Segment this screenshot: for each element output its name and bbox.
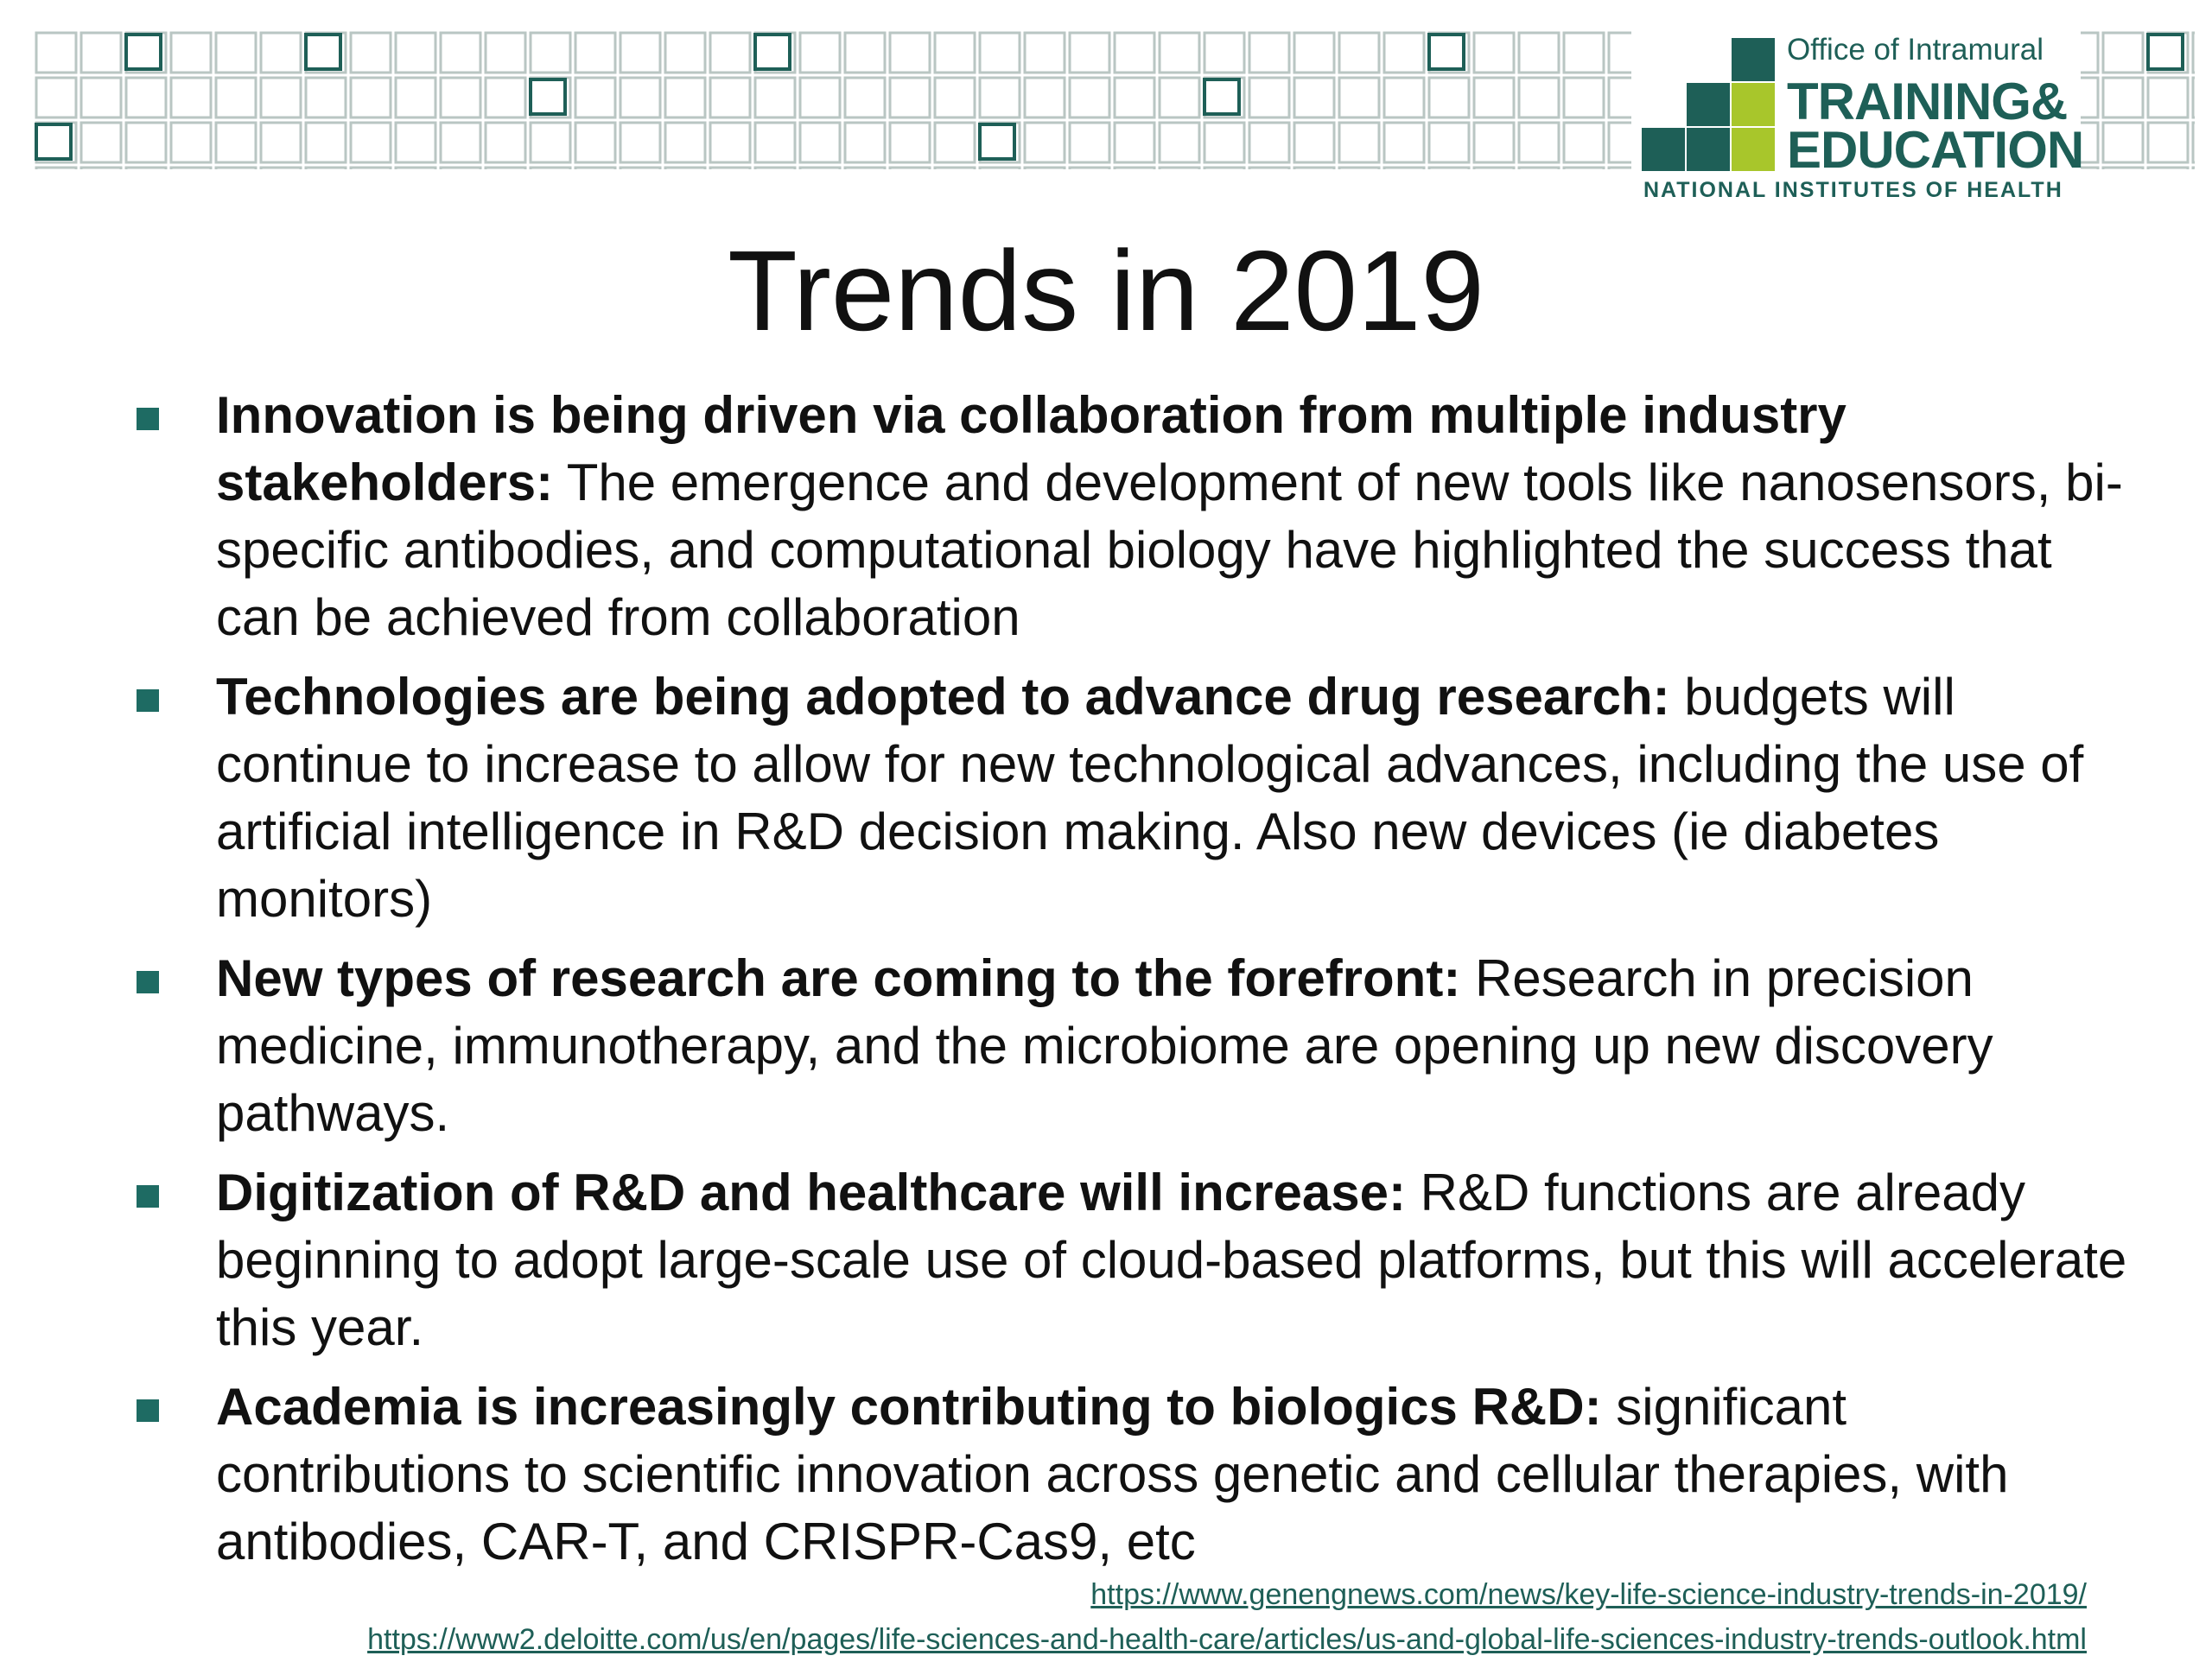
logo-education-text: EDUCATION xyxy=(1787,121,2084,179)
source-link-genengnews[interactable]: https://www.genengnews.com/news/key-life-science-industry-trends-in-2019/ xyxy=(1090,1578,2087,1611)
source-links xyxy=(367,1572,2087,1662)
logo-square xyxy=(1732,83,1775,126)
grid-accent-square xyxy=(35,123,73,161)
bullet-lead: Academia is increasingly contributing to biologics R&D: xyxy=(216,1378,1602,1436)
logo-training-text: TRAINING& xyxy=(1787,73,2068,130)
logo-square xyxy=(1687,128,1730,171)
square-bullet-icon xyxy=(137,971,159,993)
bullet-item xyxy=(216,663,2134,933)
bullet-list xyxy=(216,382,2134,1588)
bullet-lead: Technologies are being adopted to advance drug research: xyxy=(216,668,1670,726)
logo-square xyxy=(1732,128,1775,171)
square-bullet-icon xyxy=(137,408,159,430)
square-bullet-icon xyxy=(137,689,159,712)
logo-square xyxy=(1732,38,1775,81)
bullet-body: significant contributions to scientific innovation across genetic and cellular therapies, with antibodies, CAR-T, and CRISPR-Cas9, etc xyxy=(216,1378,2009,1570)
bullet-item xyxy=(216,945,2134,1147)
logo-square xyxy=(1642,128,1685,171)
bullet-lead: Digitization of R&D and healthcare will increase: xyxy=(216,1164,1406,1221)
bullet-body: R&D functions are already beginning to adopt large-scale use of cloud-based platforms, but this will accelerate this year. xyxy=(216,1164,2127,1356)
bullet-body: Research in precision medicine, immunotherapy, and the microbiome are opening up new discovery pathways. xyxy=(216,949,1993,1142)
grid-accent-square xyxy=(1427,33,1465,71)
grid-accent-square xyxy=(1203,78,1241,116)
bullet-body: budgets will continue to increase to allow for new technological advances, including the use of artificial intelligence in R&D decision making. Also new devices (ie diabetes monitors) xyxy=(216,668,2084,928)
source-link-deloitte[interactable]: https://www2.deloitte.com/us/en/pages/life-sciences-and-health-care/articles/us-and-global-life-sciences-industry-trends-outlook.html xyxy=(367,1623,2087,1656)
slide-title: Trends in 2019 xyxy=(728,227,1484,354)
logo-office-text: Office of Intramural xyxy=(1787,33,2044,67)
square-bullet-icon xyxy=(137,1185,159,1208)
bullet-body: The emergence and development of new tools like nanosensors, bi-specific antibodies, and computational biology have highlighted the success that can be achieved from collaboration xyxy=(216,454,2123,646)
grid-accent-square xyxy=(2146,33,2184,71)
bullet-item xyxy=(216,382,2134,651)
grid-accent-square xyxy=(753,33,791,71)
logo-square xyxy=(1687,83,1730,126)
grid-accent-square xyxy=(529,78,567,116)
logo-nih-text: NATIONAL INSTITUTES OF HEALTH xyxy=(1643,178,2063,202)
bullet-item xyxy=(216,1373,2134,1576)
square-bullet-icon xyxy=(137,1399,159,1422)
oite-logo xyxy=(1631,26,2084,207)
bullet-item xyxy=(216,1159,2134,1361)
grid-accent-square xyxy=(304,33,342,71)
grid-accent-square xyxy=(124,33,162,71)
bullet-lead: New types of research are coming to the forefront: xyxy=(216,949,1461,1007)
bullet-lead: Innovation is being driven via collaboration from multiple industry stakeholders: xyxy=(216,386,1847,511)
grid-accent-square xyxy=(978,123,1016,161)
